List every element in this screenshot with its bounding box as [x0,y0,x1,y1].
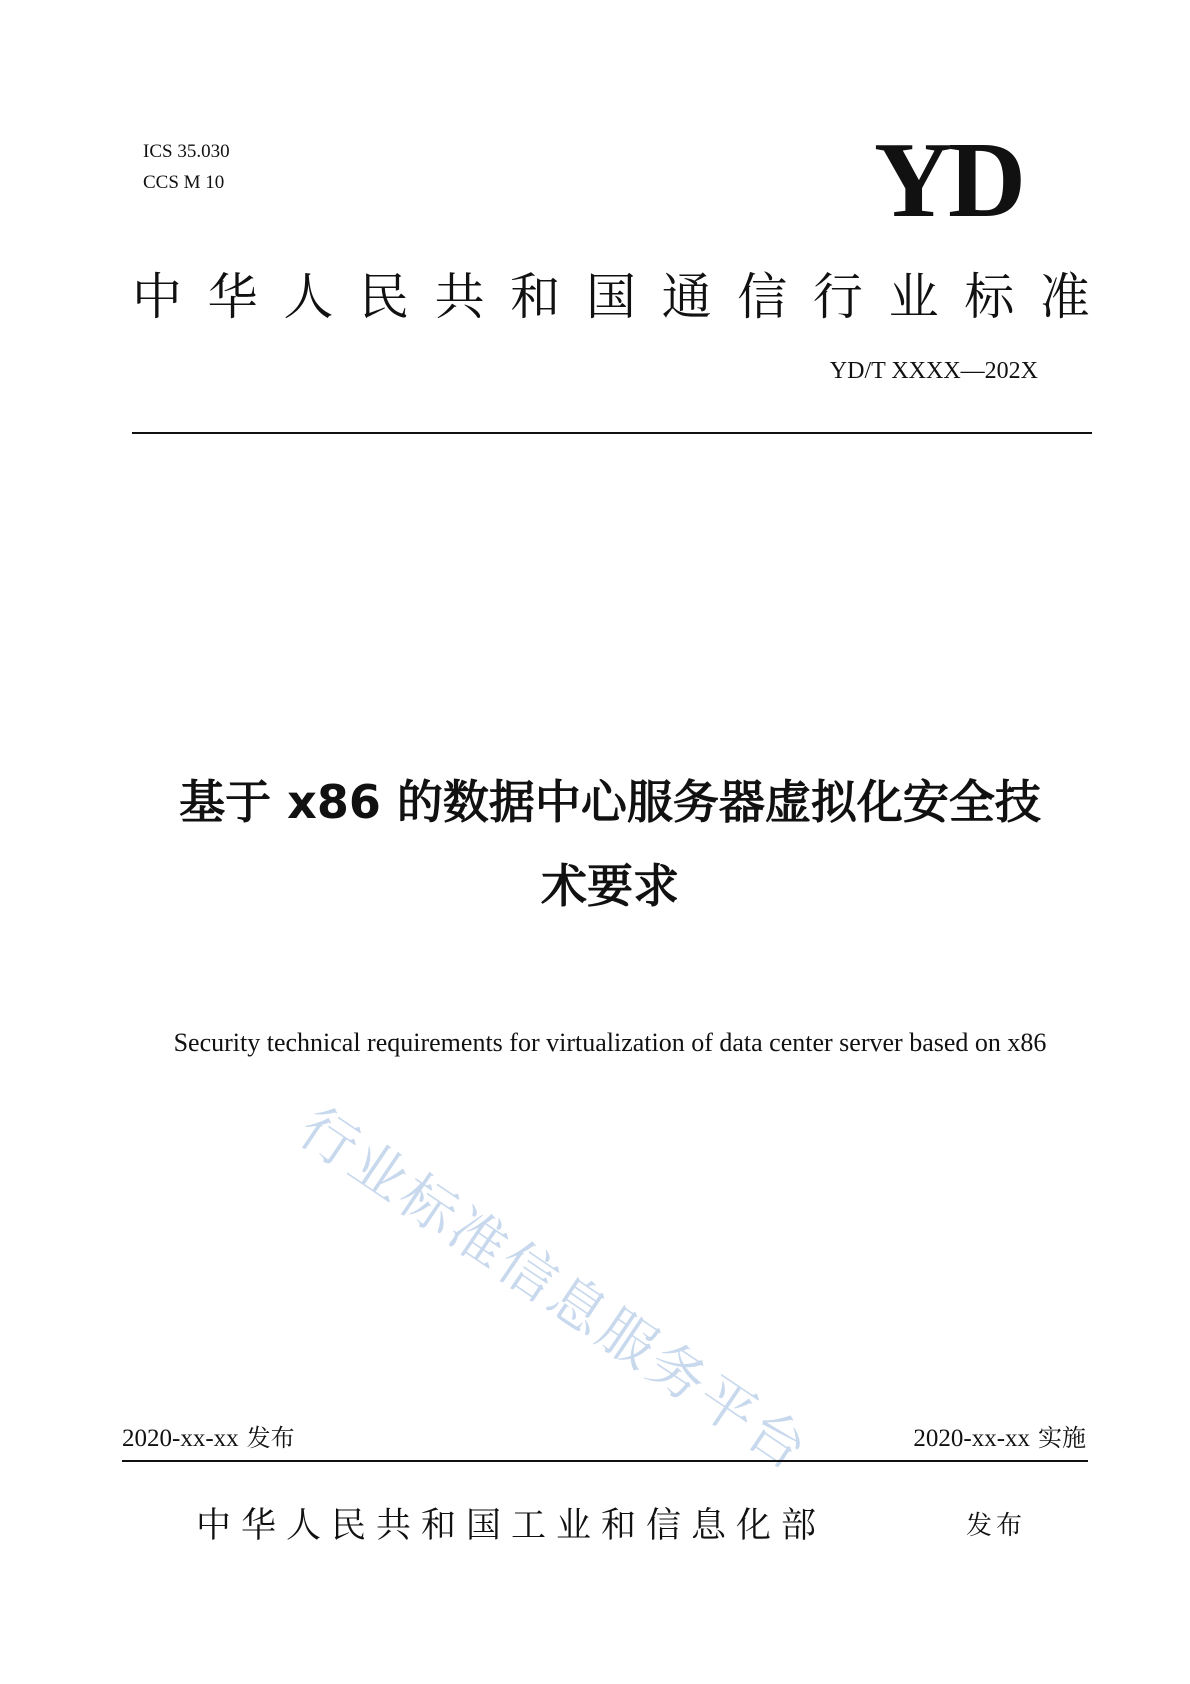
publish-date-line [122,1422,295,1455]
publish-date: 2020-xx-xx [122,1425,239,1452]
document-title-line-1: 基于 x86 的数据中心服务器虚拟化安全技 [179,775,1041,829]
document-title [130,760,1090,928]
standard-number: YD/T XXXX—202X [829,358,1038,384]
industry-title-char: 准 [1039,268,1090,326]
standard-mark-logo: YD [874,121,1022,240]
bottom-divider [122,1460,1088,1462]
ccs-code: CCS M 10 [143,172,225,193]
publisher-suffix: 发布 [965,1511,1026,1541]
industry-title-char: 中 [132,268,182,326]
industry-title-char: 和 [510,268,561,326]
industry-standard-title [132,262,1090,332]
industry-title-char: 行 [812,268,863,326]
industry-title-char: 共 [434,268,485,326]
ics-code: ICS 35.030 [143,141,230,162]
industry-title-char: 业 [888,268,939,326]
industry-title-char: 标 [964,268,1015,326]
publisher-name: 中华人民共和国工业和信息化部 [196,1506,827,1546]
implement-date: 2020-xx-xx [913,1425,1031,1452]
industry-title-char: 华 [207,268,258,326]
industry-title-char: 信 [737,268,788,326]
industry-title-char: 通 [661,268,712,326]
implement-date-line [913,1422,1086,1455]
english-title: Security technical requirements for virtualization of data center server based on x86 [173,1028,1047,1057]
implement-label: 实施 [1038,1424,1086,1452]
document-title-line-2: 术要求 [541,859,679,913]
publish-label: 发布 [246,1424,295,1452]
top-divider [132,432,1092,434]
industry-title-char: 人 [283,268,334,326]
watermark: 行业标准信息服务平台 [287,1095,822,1485]
industry-title-char: 国 [585,268,636,326]
publisher-line [196,1496,1026,1556]
industry-title-char: 民 [358,268,409,326]
